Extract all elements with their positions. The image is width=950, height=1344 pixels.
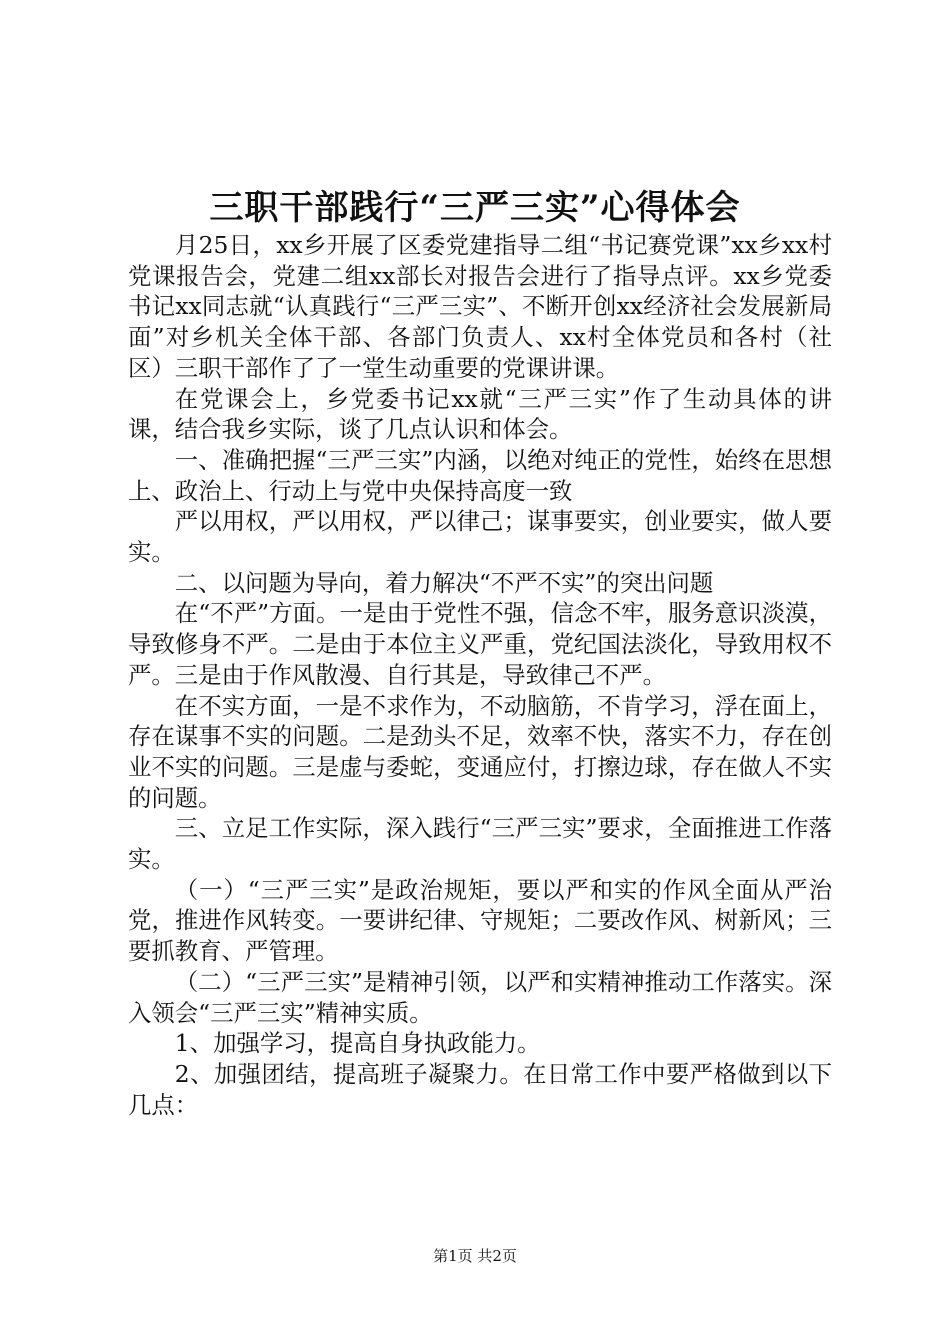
page-footer: 第1页 共2页 xyxy=(433,1247,517,1265)
paragraph-three-strict: 严以用权，严以用权，严以律己；谋事要实，创业要实，做人要实。 xyxy=(128,507,832,567)
document-title: 三职干部践行“三严三实”心得体会 xyxy=(209,188,741,228)
document-body xyxy=(128,230,832,1120)
paragraph-not-strict: 在“不严”方面。一是由于党性不强，信念不牢，服务意识淡漠，导致修身不严。二是由于本位主义严重，党纪国法淡化，导致用权不严。三是由于作风散漫、自行其是，导致律己不严。 xyxy=(128,599,832,689)
list-item-2: 2、加强团结，提高班子凝聚力。在日常工作中要严格做到以下几点： xyxy=(128,1059,832,1119)
section-heading-3: 三、立足工作实际，深入践行“三严三实”要求，全面推进工作落实。 xyxy=(128,814,832,874)
paragraph-not-solid: 在不实方面，一是不求作为，不动脑筋，不肯学习，浮在面上，存在谋事不实的问题。二是劲头不足，效率不快，落实不力，存在创业不实的问题。三是虚与委蛇，变通应付，打擦边球，存在做人不实的问题。 xyxy=(128,691,832,812)
paragraph-intro: 月25日，xx乡开展了区委党建指导二组“书记赛党课”xx乡xx村党课报告会，党建二组xx部长对报告会进行了指导点评。xx乡党委书记xx同志就“认真践行“三严三实”、不断开创xx经济社会发展新局面”对乡机关全体干部、各部门负责人、xx村全体党员和各村（社区）三职干部作了了一堂生动重要的党课讲课。 xyxy=(128,231,832,382)
paragraph-lecture: 在党课会上，乡党委书记xx就“三严三实”作了生动具体的讲课，结合我乡实际，谈了几点认识和体会。 xyxy=(128,384,832,444)
subsection-2: （二）“三严三实”是精神引领，以严和实精神推动工作落实。深入领会“三严三实”精神实质。 xyxy=(128,967,832,1027)
section-heading-2: 二、以问题为导向，着力解决“不严不实”的突出问题 xyxy=(174,568,714,597)
subsection-1: （一）“三严三实”是政治规矩，要以严和实的作风全面从严治党，推进作风转变。一要讲纪律、守规矩；二要改作风、树新风；三要抓教育、严管理。 xyxy=(128,875,832,966)
list-item-1: 1、加强学习，提高自身执政能力。 xyxy=(174,1029,541,1058)
section-heading-1: 一、准确把握“三严三实”内涵，以绝对纯正的党性，始终在思想上、政治上、行动上与党中央保持高度一致 xyxy=(128,445,832,505)
